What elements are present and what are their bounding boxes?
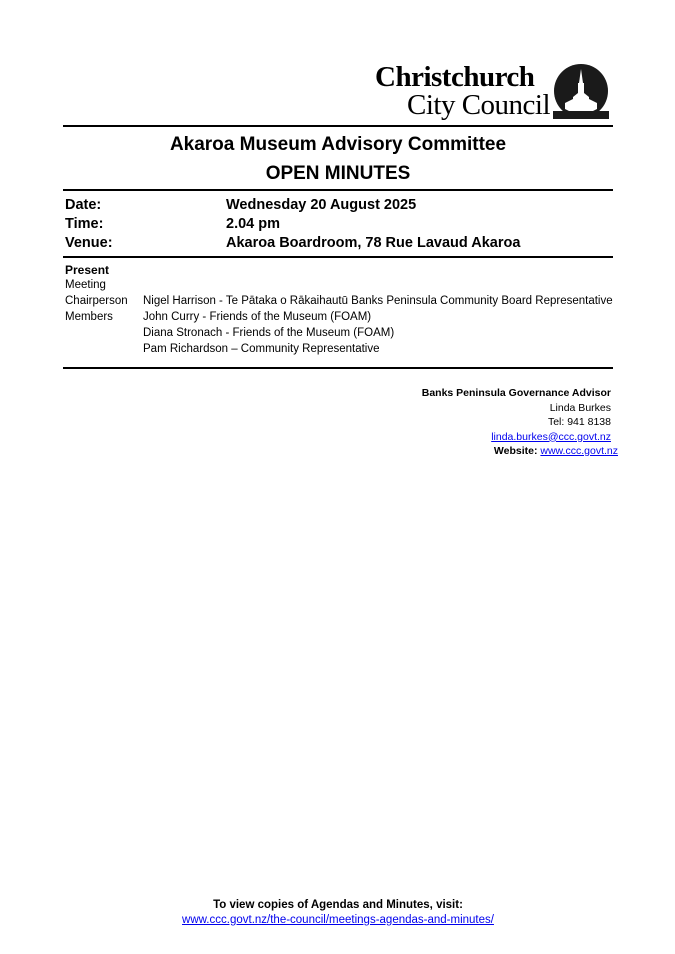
- top-divider: [63, 125, 613, 127]
- logo-text-line1: Christchurch: [375, 61, 535, 93]
- chairperson-name: Nigel Harrison - Te Pātaka o Rākaihautū Banks Peninsula Community Board Representative: [143, 295, 613, 307]
- venue-label: Venue:: [65, 235, 113, 251]
- venue-value: Akaroa Boardroom, 78 Rue Lavaud Akaroa: [226, 235, 521, 251]
- date-label: Date:: [65, 197, 102, 213]
- member-item: Pam Richardson – Community Representative: [143, 343, 380, 355]
- agendas-minutes-link[interactable]: www.ccc.govt.nz/the-council/meetings-agendas-and-minutes/: [182, 914, 494, 926]
- council-logo: [375, 62, 615, 122]
- advisor-phone: Tel: 941 8138: [547, 416, 611, 428]
- website-link[interactable]: www.ccc.govt.nz: [540, 445, 618, 457]
- present-bottom-divider: [63, 367, 613, 369]
- date-value: Wednesday 20 August 2025: [226, 197, 417, 213]
- website-label: Website:: [493, 445, 538, 457]
- document-type-title: OPEN MINUTES: [265, 163, 411, 184]
- meeting-label: Meeting: [65, 279, 106, 291]
- advisor-name: Linda Burkes: [549, 401, 611, 414]
- present-heading: Present: [65, 263, 110, 277]
- logo-text-line2: City Council: [407, 89, 551, 121]
- advisor-contact-block: [421, 386, 618, 459]
- time-label: Time:: [65, 216, 104, 232]
- footer-heading: To view copies of Agendas and Minutes, visit:: [213, 899, 463, 911]
- member-item: John Curry - Friends of the Museum (FOAM): [143, 311, 372, 323]
- meta-bottom-divider: [63, 256, 613, 258]
- committee-title: Akaroa Museum Advisory Committee: [169, 134, 507, 155]
- time-value: 2.04 pm: [226, 216, 280, 232]
- chairperson-label: Chairperson: [65, 295, 128, 307]
- advisor-email-link[interactable]: linda.burkes@ccc.govt.nz: [491, 430, 611, 443]
- member-item: Diana Stronach - Friends of the Museum (FOAM): [143, 327, 395, 339]
- meta-top-divider: [63, 189, 613, 191]
- advisor-title: Banks Peninsula Governance Advisor: [421, 387, 611, 399]
- members-label: Members: [65, 311, 113, 323]
- cathedral-emblem-icon: [553, 63, 609, 119]
